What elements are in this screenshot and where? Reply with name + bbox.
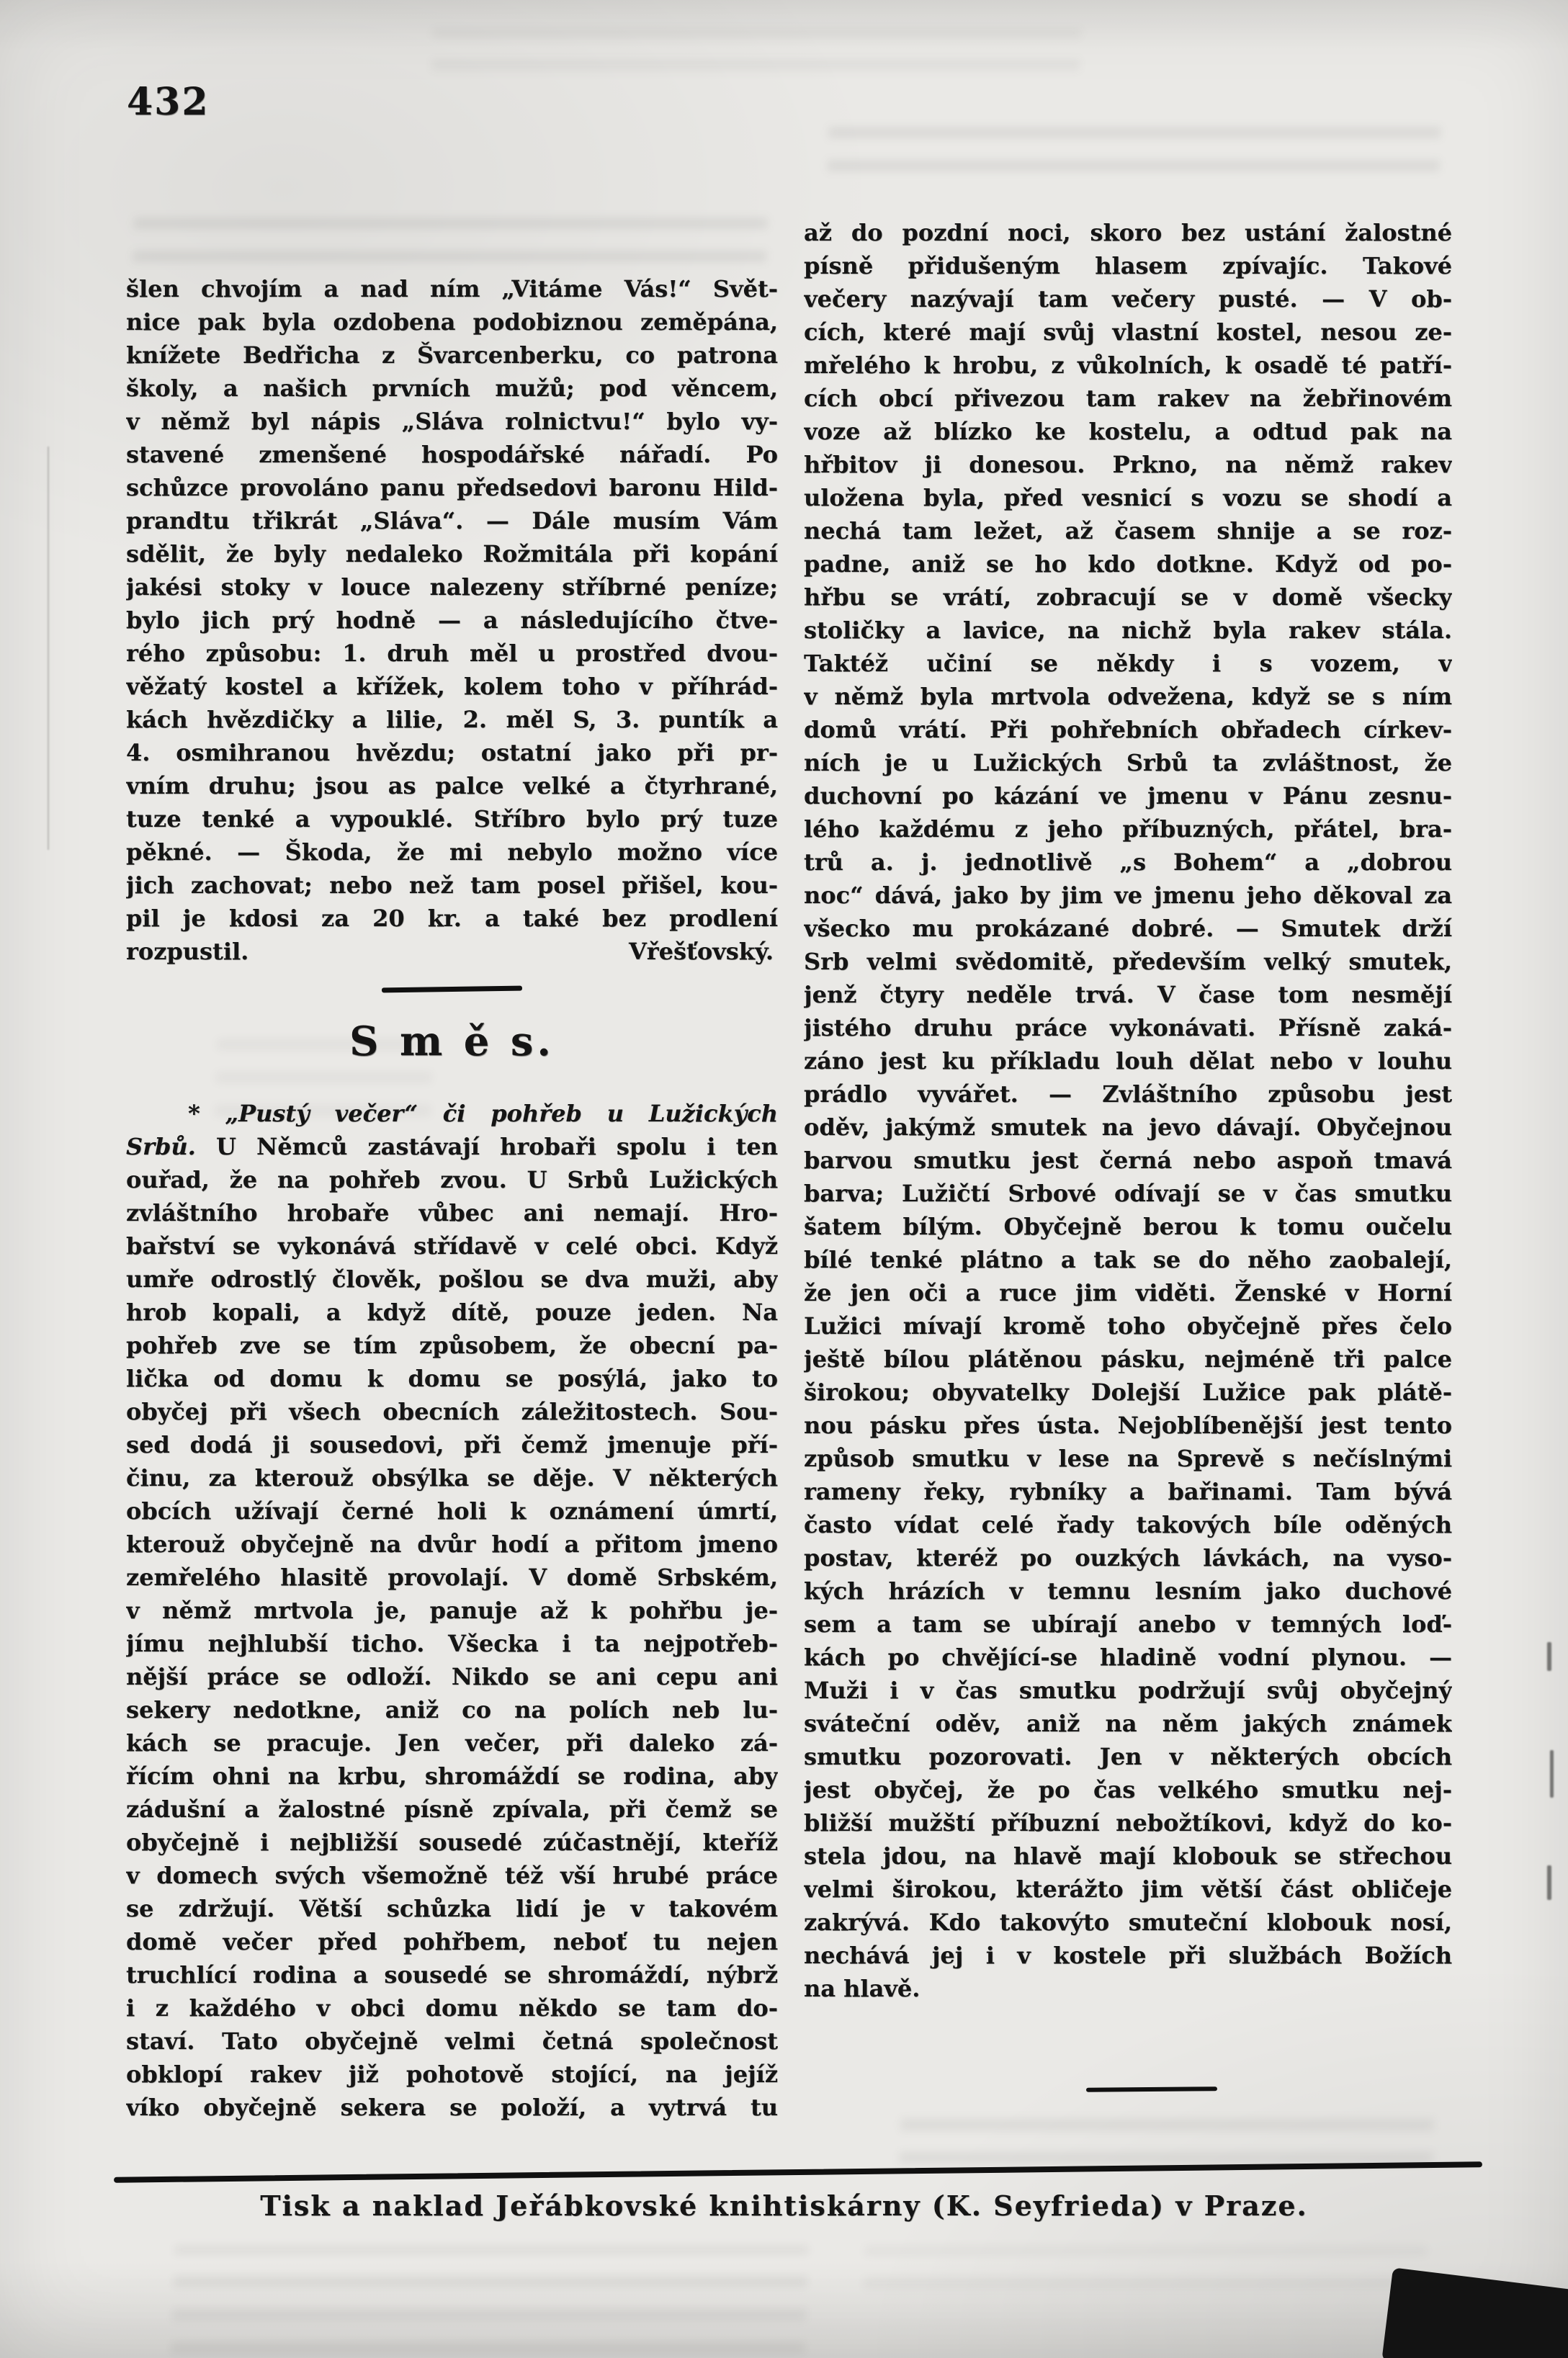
article-signature: Vřešťovský. <box>628 938 774 965</box>
text-line: obklopí rakev již pohotově stojící, na jejíž <box>126 2061 778 2088</box>
text-line: mřelého k hrobu, z vůkolních, k osadě té patří- <box>804 351 1452 379</box>
text-line: nice pak byla ozdobena podobiznou zeměpána, <box>126 308 778 336</box>
scan-crease <box>48 447 49 850</box>
text-line: * „Pustý večer“ či pohřeb u Lužických <box>188 1100 778 1127</box>
text-line: v němž byl nápis „Sláva rolnictvu!“ bylo vy- <box>126 408 778 435</box>
text-line: padne, aniž se ho kdo dotkne. Když od po- <box>804 550 1452 578</box>
text-line: Lužici mívají kromě toho obyčejně přes čelo <box>804 1312 1452 1340</box>
text-line: Srb velmi svědomitě, především velký smutek, <box>804 948 1452 975</box>
article-end-rule <box>1086 2086 1217 2092</box>
text-line: Muži i v čas smutku podržují svůj obyčejný <box>804 1677 1452 1704</box>
text-line: kterouž obyčejně na dvůr hodí a přitom jmeno <box>126 1530 778 1558</box>
text-line: prádlo vyvářet. — Zvláštního způsobu jest <box>804 1080 1452 1108</box>
bleed-through-smudge <box>864 2246 1427 2289</box>
article-continuation <box>126 272 778 935</box>
text-line: kách po chvějící-se hladině vodní plynou. — <box>804 1644 1452 1671</box>
text-line: v domech svých všemožně též vší hrubé práce <box>126 1862 778 1889</box>
text-line: kách se pracuje. Jen večer, při daleko zá- <box>126 1729 778 1757</box>
bleed-through-smudge <box>431 29 1081 71</box>
text-line: stavené zmenšené hospodářské nářadí. Po <box>126 441 778 468</box>
bleed-through-smudge <box>827 105 1441 171</box>
text-line: ještě bílou plátěnou pásku, nejméně tři palce <box>804 1345 1452 1373</box>
section-heading: S m ě s. <box>349 1018 555 1065</box>
text-line: sed dodá ji sousedovi, při čemž jmenuje pří- <box>126 1431 778 1458</box>
text-line: oděv, jakýmž smutek na jevo dávají. Obyčejnou <box>804 1113 1452 1141</box>
scan-mark <box>1550 1750 1554 1798</box>
text-line: 4. osmihranou hvězdu; ostatní jako při pr- <box>126 739 778 766</box>
text-line: pil je kdosi za 20 kr. a také bez prodlení <box>126 905 778 932</box>
text-line: bařství se vykonává střídavě v celé obci. Když <box>126 1232 778 1260</box>
text-line: vním druhu; jsou as palce velké a čtyrhrané, <box>126 772 778 799</box>
text-line: obyčejně i nejbližší sousedé zúčastnějí, kteříž <box>126 1829 778 1856</box>
text-line: bližší mužští příbuzní nebožtíkovi, když do ko- <box>804 1809 1452 1837</box>
text-line: Srbů. U Němců zastávají hrobaři spolu i ten <box>126 1133 778 1160</box>
text-line: zádušní a žalostné písně zpívala, při čemž se <box>126 1796 778 1823</box>
text-line: kách hvězdičky a lilie, 2. měl S, 3. puntík a <box>126 706 778 733</box>
text-line: rameny řeky, rybníky a bařinami. Tam bývá <box>804 1478 1452 1505</box>
text-line: širokou; obyvatelky Dolejší Lužice pak plátě- <box>804 1379 1452 1406</box>
text-line: všecko mu prokázané dobré. — Smutek drží <box>804 915 1452 942</box>
smes-article <box>126 1097 778 2124</box>
text-line: nechává jej i v kostele při službách Božích <box>804 1942 1452 1969</box>
imprint-line: Tisk a naklad Jeřábkovské knihtiskárny (K. Seyfrieda) v Praze. <box>260 2189 1308 2222</box>
text-line: až do pozdní noci, skoro bez ustání žalostné <box>804 219 1452 246</box>
text-line: trů a. j. jednotlivě „s Bohem“ a „dobrou <box>804 848 1452 876</box>
text-line: lička od domu k domu se posýlá, jako to <box>126 1365 778 1392</box>
text-line: velmi širokou, kterážto jim větší část obličeje <box>804 1875 1452 1903</box>
text-line: často vídat celé řady takových bíle oděných <box>804 1511 1452 1538</box>
text-line: lého každému z jeho příbuzných, přátel, bra- <box>804 815 1452 843</box>
text-line: se zdržují. Větší schůzka lidí je v takovém <box>126 1895 778 1922</box>
scan-mark <box>1547 1642 1551 1671</box>
text-line: postav, kteréž po ouzkých lávkách, na vyso- <box>804 1544 1452 1572</box>
text-line: umře odrostlý člověk, pošlou se dva muži, aby <box>126 1265 778 1293</box>
text-line: večery nazývají tam večery pusté. — V ob- <box>804 285 1452 313</box>
text-line: prandtu třikrát „Sláva“. — Dále musím Vám <box>126 507 778 534</box>
text-line: domě večer před pohřbem, neboť tu nejen <box>126 1928 778 1955</box>
text-line: Taktéž učiní se někdy i s vozem, v <box>804 650 1452 677</box>
right-column <box>804 216 1452 2005</box>
text-line: jich zachovat; nebo než tam posel přišel, kou- <box>126 871 778 899</box>
bleed-through-smudge <box>133 212 768 262</box>
text-line: způsob smutku v lese na Sprevě s nečíslnými <box>804 1445 1452 1472</box>
text-line: věžatý kostel a křížek, kolem toho v příhrád- <box>126 673 778 700</box>
text-line: smutku pozorovati. Jen v některých obcích <box>804 1743 1452 1770</box>
text-line: nější práce se odloží. Nikdo se ani cepu ani <box>126 1663 778 1690</box>
text-line: sem a tam se ubírají anebo v temných loď- <box>804 1610 1452 1638</box>
paragraph-last-line <box>126 935 778 968</box>
text-line: i z každého v obci domu někdo se tam do- <box>126 1994 778 2022</box>
text-line: barvou smutku jest černá nebo aspoň tmavá <box>804 1147 1452 1174</box>
scan-artifact-corner <box>1381 2267 1568 2358</box>
text-line: hrob kopali, a když dítě, pouze jeden. Na <box>126 1299 778 1326</box>
text-line: hřbu se vrátí, zobracují se v domě všecky <box>804 583 1452 611</box>
text-line: činu, za kterouž obsýlka se děje. V některých <box>126 1464 778 1492</box>
footer-rule <box>114 2161 1482 2183</box>
text-line: zemřelého hlasitě provolají. V domě Srbském, <box>126 1564 778 1591</box>
text-line: jest obyčej, že po čas velkého smutku nej- <box>804 1776 1452 1803</box>
text-line: cích obcí přivezou tam rakev na žebřinovém <box>804 385 1452 412</box>
text-line: ouřad, že na pohřeb zvou. U Srbů Lužických <box>126 1166 778 1193</box>
text-line: staví. Tato obyčejně velmi četná společnost <box>126 2027 778 2055</box>
text-line: noc“ dává, jako by jim ve jmenu jeho děkoval za <box>804 882 1452 909</box>
text-line: duchovní po kázání ve jmenu v Pánu zesnu- <box>804 782 1452 810</box>
text-line: šlen chvojím a nad ním „Vitáme Vás!“ Svět- <box>126 275 778 302</box>
text-line: hřbitov ji donesou. Prkno, na němž rakev <box>804 451 1452 478</box>
article-text <box>804 216 1452 2005</box>
text-line: uložena byla, před vesnicí s vozu se shodí a <box>804 484 1452 511</box>
text-line: sekery nedotkne, aniž co na polích neb lu- <box>126 1696 778 1723</box>
text-line: cích, které mají svůj vlastní kostel, nesou ze- <box>804 318 1452 346</box>
bleed-through-smudge <box>900 2109 1435 2164</box>
text-line: ních je u Lužických Srbů ta zvláštnost, že <box>804 749 1452 776</box>
separator-rule <box>382 986 522 993</box>
text-line: jistého druhu práce vykonávati. Přísně zaká- <box>804 1014 1452 1041</box>
text-line: truchlící rodina a sousedé se shromáždí, nýbrž <box>126 1961 778 1989</box>
text-line: v němž byla mrtvola odvežena, když se s ním <box>804 683 1452 710</box>
text-line: jímu nejhlubší ticho. Všecka i ta nejpotřeb- <box>126 1630 778 1657</box>
text-line: tuze tenké a vypouklé. Stříbro bylo prý tuze <box>126 805 778 833</box>
text-line: šatem bílým. Obyčejně berou k tomu oučelu <box>804 1213 1452 1240</box>
text-line: obyčej při všech obecních záležitostech. Sou- <box>126 1398 778 1425</box>
text-line: zvláštního hrobaře vůbec ani nemají. Hro- <box>126 1199 778 1227</box>
scan-mark <box>1547 1865 1551 1900</box>
text-line: stela jdou, na hlavě mají klobouk se střechou <box>804 1842 1452 1870</box>
text-line: bylo jich prý hodně — a následujícího čtve- <box>126 606 778 634</box>
text-line: sváteční oděv, aniž na něm jakých známek <box>804 1710 1452 1737</box>
page-number: 432 <box>127 80 210 124</box>
text-line: stoličky a lavice, na nichž byla rakev stála. <box>804 617 1452 644</box>
text-line: víko obyčejně sekera se položí, a vytrvá tu <box>126 2094 778 2121</box>
text-line: zakrývá. Kdo takovýto smuteční klobouk nosí, <box>804 1909 1452 1936</box>
text-line: na hlavě. <box>804 1975 920 2002</box>
text-line: nechá tam ležet, až časem shnije a se roz- <box>804 517 1452 544</box>
text-line: barva; Lužičtí Srbové odívají se v čas smutku <box>804 1180 1452 1207</box>
text-line: schůzce provoláno panu předsedovi baronu Hild- <box>126 474 778 501</box>
text-line: obcích užívají černé holi k oznámení úmrtí, <box>126 1497 778 1525</box>
text-line: jenž čtyry neděle trvá. V čase tom nesmějí <box>804 981 1452 1008</box>
text-line: domů vrátí. Při pohřebních obřadech církev- <box>804 716 1452 743</box>
text-line: pohřeb zve se tím způsobem, že obecní pa- <box>126 1332 778 1359</box>
text-line: voze až blízko ke kostelu, a odtud pak na <box>804 418 1452 445</box>
text-line: nou pásku přes ústa. Nejoblíbenější jest tento <box>804 1412 1452 1439</box>
paragraph-end: rozpustil. <box>126 938 249 965</box>
bleed-through-smudge <box>171 2246 808 2354</box>
text-line: záno jest ku příkladu louh dělat nebo v louhu <box>804 1047 1452 1075</box>
text-line: rého způsobu: 1. druh měl u prostřed dvou- <box>126 640 778 667</box>
text-line: sdělit, že byly nedaleko Rožmitála při kopání <box>126 540 778 568</box>
text-line: že jen oči a ruce jim viděti. Ženské v Horní <box>804 1279 1452 1306</box>
text-line: bílé tenké plátno a tak se do něho zaobalejí, <box>804 1246 1452 1273</box>
left-column <box>126 272 778 2124</box>
text-line: kých hrázích v temnu lesním jako duchové <box>804 1577 1452 1605</box>
text-line: pěkné. — Škoda, že mi nebylo možno více <box>126 838 778 866</box>
text-line: knížete Bedřicha z Švarcenberku, co patrona <box>126 341 778 369</box>
text-line: písně přidušeným hlasem zpívajíc. Takové <box>804 252 1452 279</box>
text-line: školy, a našich prvních mužů; pod věncem, <box>126 375 778 402</box>
text-line: v němž mrtvola je, panuje až k pohřbu je- <box>126 1597 778 1624</box>
text-line: řícím ohni na krbu, shromáždí se rodina, aby <box>126 1762 778 1790</box>
text-line: jakési stoky v louce nalezeny stříbrné peníze; <box>126 573 778 601</box>
